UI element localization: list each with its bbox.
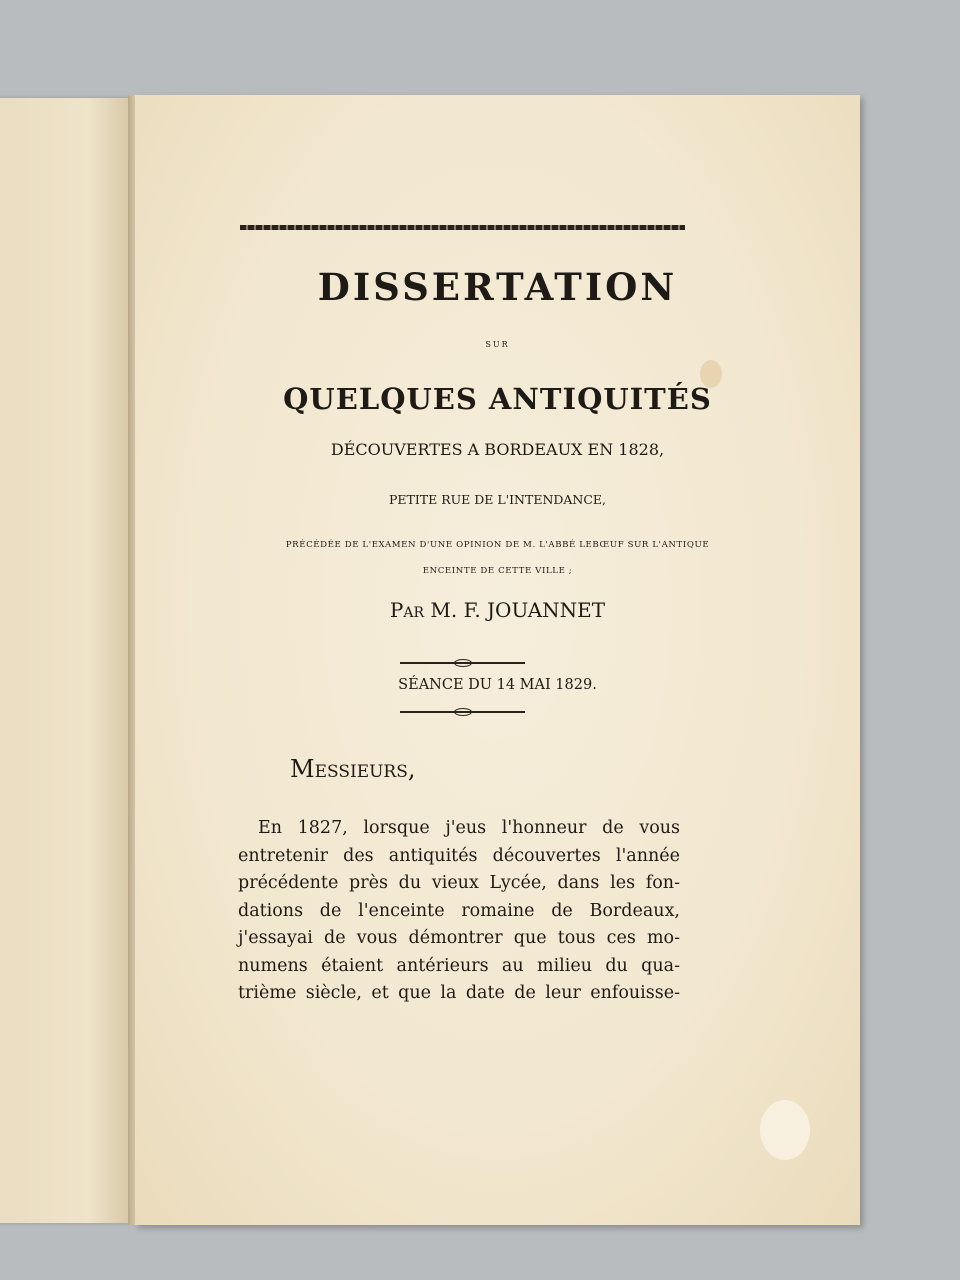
ornamental-border (240, 225, 685, 230)
street-line: PETITE RUE DE L'INTENDANCE, (388, 492, 607, 507)
left-page (0, 98, 130, 1223)
divider-rule (400, 662, 525, 664)
author-line: Par M. F. JOUANNET (389, 598, 606, 622)
paragraph-line: j'essayai de vous démontrer que tous ces mo- (238, 928, 680, 948)
preceded-line-1: PRÉCÉDÉE DE L'EXAMEN D'UNE OPINION DE M. L'ABBÉ LEBŒUF SUR L'ANTIQUE (285, 540, 710, 550)
body-paragraph (238, 815, 680, 1008)
paragraph-line: dations de l'enceinte romaine de Bordeaux, (238, 900, 680, 921)
divider-rule (400, 711, 525, 713)
preceded-line-2: ENCEINTE DE CETTE VILLE ; (422, 566, 573, 576)
paper-tear (760, 1100, 810, 1160)
paragraph-line: précédente près du vieux Lycée, dans les fon- (238, 873, 680, 893)
session-date: SÉANCE DU 14 MAI 1829. (398, 677, 597, 693)
main-title: DISSERTATION (317, 265, 678, 309)
subtitle: QUELQUES ANTIQUITÉS (283, 382, 712, 416)
discovery-line: DÉCOUVERTES A BORDEAUX EN 1828, (330, 440, 665, 459)
paragraph-line: trième siècle, et que la date de leur enfouisse- (238, 983, 680, 1003)
paragraph-line: En 1827, lorsque j'eus l'honneur de vous (258, 818, 680, 838)
paragraph-line: numens étaient antérieurs au milieu du qua- (238, 955, 680, 976)
salutation: Messieurs, (290, 755, 416, 783)
title-connector: SUR (485, 340, 510, 349)
title-page (135, 95, 860, 1225)
paragraph-line: entretenir des antiquités découvertes l'année (238, 845, 680, 866)
